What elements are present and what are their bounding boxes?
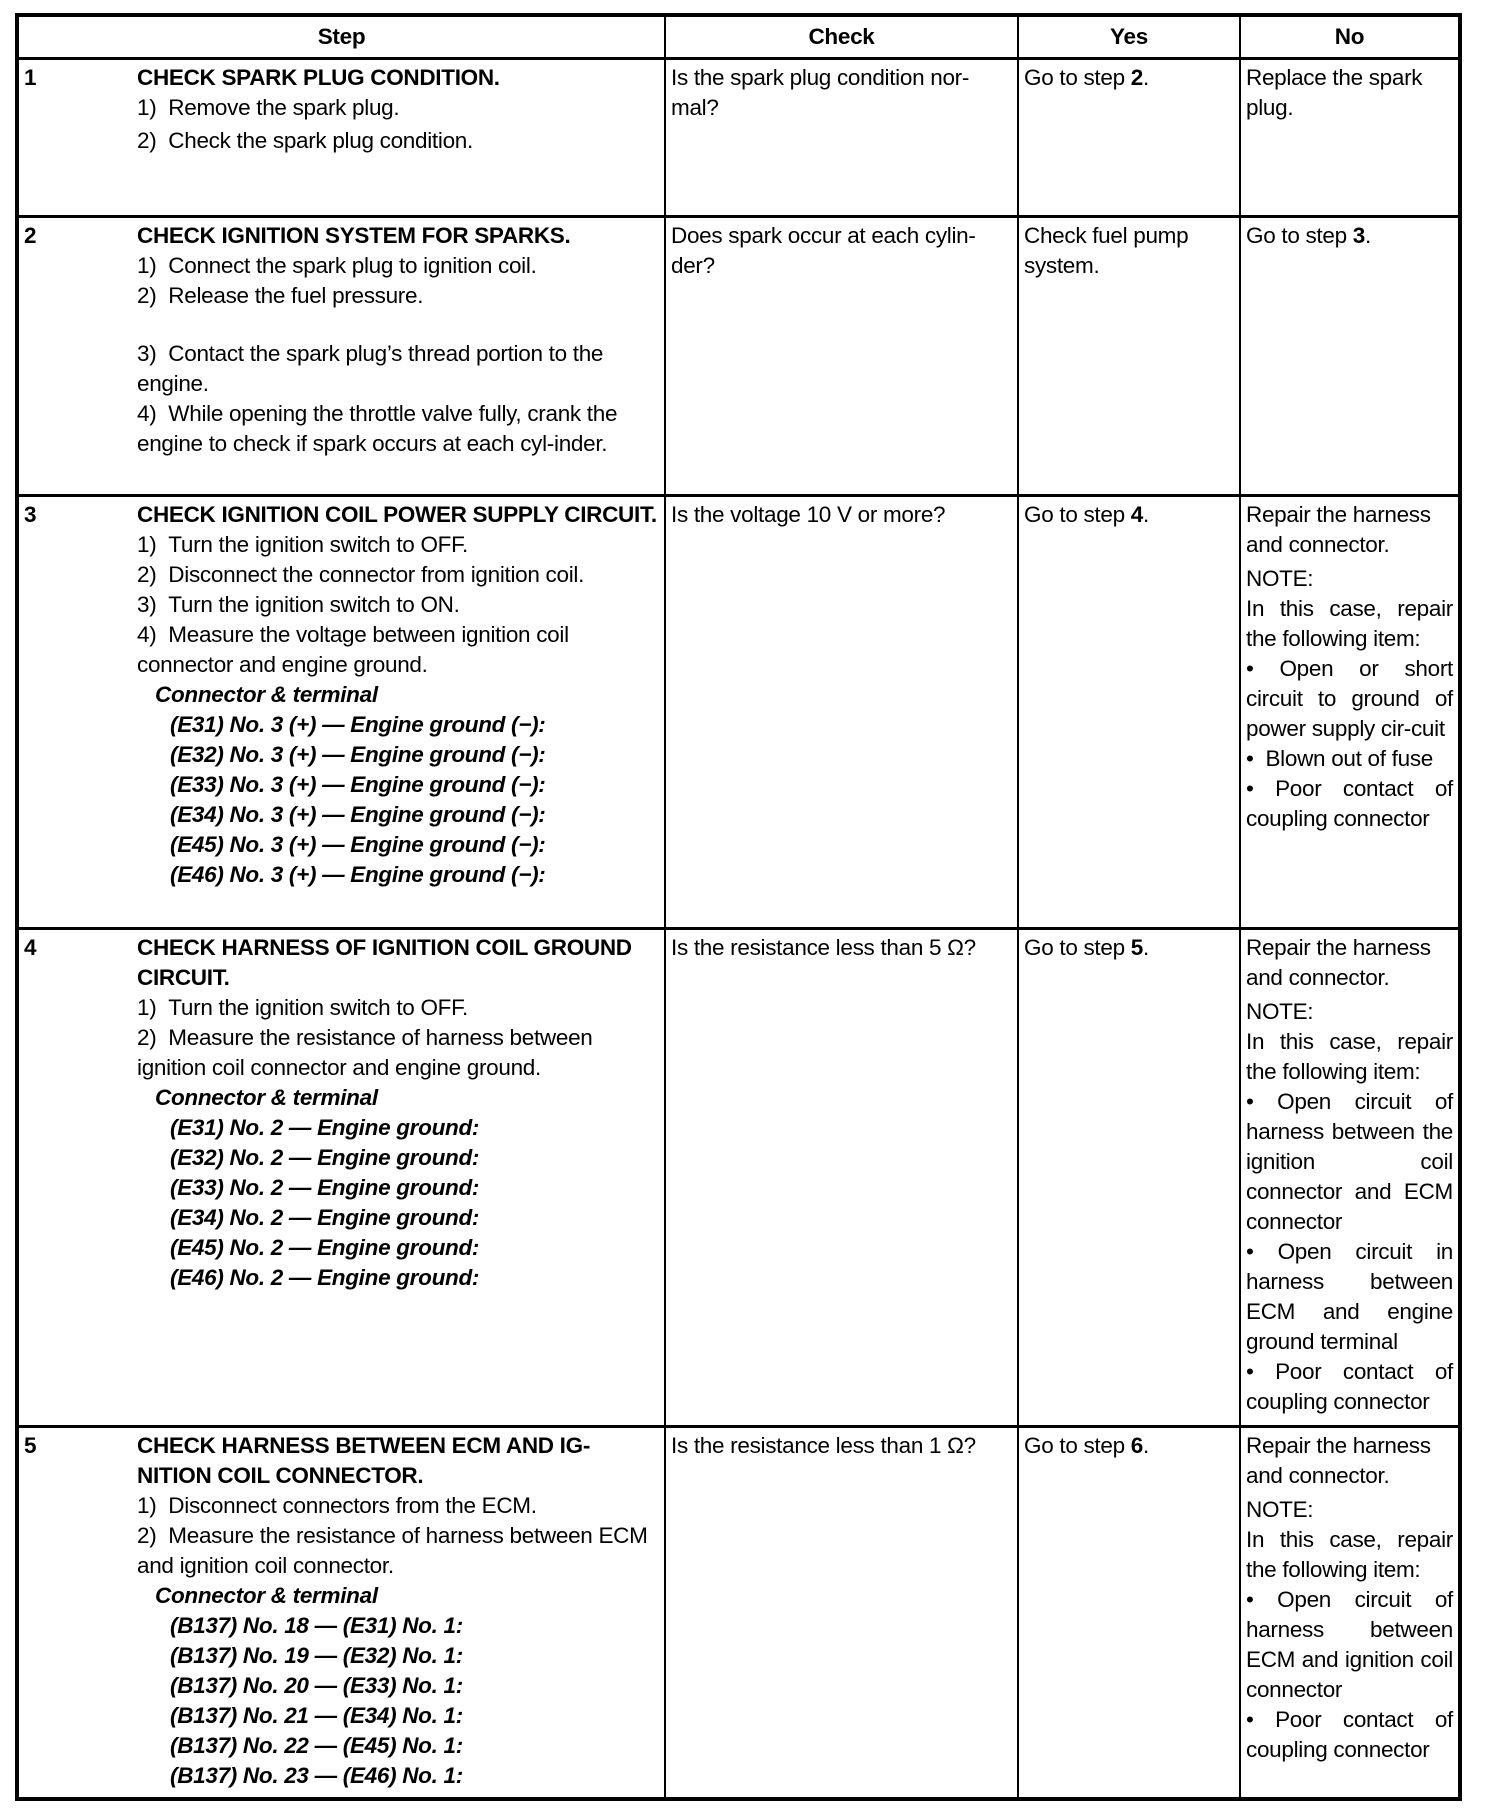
connector-terminal-item: (E32) No. 2 — Engine ground: (170, 1145, 480, 1170)
connector-terminal-item: (B137) No. 20 — (E33) No. 1: (170, 1673, 463, 1698)
connector-terminal-item: (E31) No. 3 (+) — Engine ground (−): (170, 712, 546, 737)
no-suffix: . (1364, 223, 1371, 248)
connector-terminal-item: (E34) No. 2 — Engine ground: (170, 1205, 480, 1230)
yes-suffix: . (1142, 1433, 1149, 1458)
no-cell (1240, 59, 1460, 217)
column-header-no: No (1240, 15, 1460, 59)
column-header-check: Check (665, 15, 1018, 59)
substep: 2) Check the spark plug condition. (137, 128, 473, 153)
substep: 2) Measure the resistance of harness between ignition coil connector and engine ground. (137, 1025, 593, 1080)
yes-text: Check fuel pump system. (1024, 223, 1189, 278)
step-cell (17, 59, 665, 217)
step-title: CHECK HARNESS OF IGNITION COIL GROUND CIRCUIT. (137, 935, 632, 990)
connector-terminal-item: (B137) No. 23 — (E46) No. 1: (170, 1763, 463, 1788)
step-title: CHECK IGNITION SYSTEM FOR SPARKS. (137, 223, 571, 248)
no-text: Repair the harness and connector. (1246, 935, 1431, 990)
goto-step-link[interactable]: 6 (1130, 1433, 1143, 1458)
no-text: Repair the harness and connector. (1246, 1433, 1431, 1488)
substep: 1) Connect the spark plug to ignition coil. (137, 253, 537, 278)
no-cell (1240, 496, 1460, 929)
yes-cell (1018, 59, 1240, 217)
no-text: Go to step (1246, 223, 1353, 248)
step-cell (17, 929, 665, 1427)
column-header-step: Step (17, 15, 665, 59)
yes-suffix: . (1142, 935, 1149, 960)
substep: 1) Turn the ignition switch to OFF. (137, 995, 468, 1020)
substep: 1) Remove the spark plug. (137, 95, 400, 120)
connector-terminal-item: (E45) No. 3 (+) — Engine ground (−): (170, 832, 546, 857)
substep: 2) Release the fuel pressure. (137, 283, 424, 308)
connector-terminal-item: (E45) No. 2 — Engine ground: (170, 1235, 480, 1260)
note-label: NOTE: (1246, 1497, 1314, 1522)
yes-cell (1018, 1427, 1240, 1799)
step-title: CHECK HARNESS BETWEEN ECM AND IG-NITION COIL CONNECTOR. (137, 1433, 591, 1488)
connector-terminal-item: (E33) No. 3 (+) — Engine ground (−): (170, 772, 546, 797)
step-cell (17, 496, 665, 929)
yes-cell (1018, 929, 1240, 1427)
note-label: NOTE: (1246, 999, 1314, 1024)
note-bullet: • Open circuit of harness between ECM and ignition coil connector (1246, 1587, 1453, 1702)
step-number: 1 (24, 65, 37, 90)
connector-terminal-heading: Connector & terminal (155, 1583, 378, 1608)
no-cell (1240, 929, 1460, 1427)
substep: 1) Disconnect connectors from the ECM. (137, 1493, 537, 1518)
no-cell (1240, 1427, 1460, 1799)
column-header-yes: Yes (1018, 15, 1240, 59)
table-row (17, 929, 1460, 1427)
connector-terminal-item: (B137) No. 19 — (E32) No. 1: (170, 1643, 463, 1668)
substep: 3) Contact the spark plug’s thread portion to the engine. (137, 341, 604, 396)
check-cell: Is the resistance less than 5 Ω? (665, 929, 1018, 1427)
connector-terminal-item: (E32) No. 3 (+) — Engine ground (−): (170, 742, 546, 767)
note-text: In this case, repair the following item: (1246, 1029, 1453, 1084)
step-title: CHECK IGNITION COIL POWER SUPPLY CIRCUIT. (137, 502, 657, 527)
goto-step-link[interactable]: 5 (1130, 935, 1143, 960)
yes-text: Go to step (1024, 502, 1131, 527)
check-cell: Does spark occur at each cylin-der? (665, 217, 1018, 496)
yes-cell (1018, 496, 1240, 929)
check-cell: Is the voltage 10 V or more? (665, 496, 1018, 929)
note-bullet: • Open circuit of harness between the ignition coil connector and ECM connector (1246, 1089, 1453, 1234)
yes-suffix: . (1142, 65, 1149, 90)
step-cell (17, 1427, 665, 1799)
note-bullet: • Poor contact of coupling connector (1246, 776, 1453, 831)
substep: 1) Turn the ignition switch to OFF. (137, 532, 468, 557)
yes-cell (1018, 217, 1240, 496)
step-number: 5 (24, 1433, 37, 1458)
substep: 4) While opening the throttle valve fully, crank the engine to check if spark occurs at each cyl-inder. (137, 401, 618, 456)
note-bullet: • Poor contact of coupling connector (1246, 1359, 1453, 1414)
check-cell: Is the spark plug condition nor-mal? (665, 59, 1018, 217)
connector-terminal-item: (B137) No. 18 — (E31) No. 1: (170, 1613, 463, 1638)
step-number: 3 (24, 502, 37, 527)
connector-terminal-heading: Connector & terminal (155, 682, 378, 707)
yes-text: Go to step (1024, 935, 1131, 960)
connector-terminal-item: (E31) No. 2 — Engine ground: (170, 1115, 480, 1140)
note-bullet: • Blown out of fuse (1246, 746, 1433, 771)
connector-terminal-item: (E46) No. 2 — Engine ground: (170, 1265, 480, 1290)
note-label: NOTE: (1246, 566, 1314, 591)
goto-step-link[interactable]: 3 (1352, 223, 1365, 248)
check-cell: Is the resistance less than 1 Ω? (665, 1427, 1018, 1799)
step-number: 4 (24, 935, 37, 960)
yes-text: Go to step (1024, 65, 1131, 90)
substep: 4) Measure the voltage between ignition coil connector and engine ground. (137, 622, 569, 677)
note-bullet: • Open or short circuit to ground of power supply cir-cuit (1246, 656, 1453, 741)
no-text: Repair the harness and connector. (1246, 502, 1431, 557)
table-row (17, 59, 1460, 217)
connector-terminal-heading: Connector & terminal (155, 1085, 378, 1110)
connector-terminal-item: (B137) No. 21 — (E34) No. 1: (170, 1703, 463, 1728)
connector-terminal-item: (E33) No. 2 — Engine ground: (170, 1175, 480, 1200)
substep: 2) Disconnect the connector from ignition coil. (137, 562, 585, 587)
yes-suffix: . (1142, 502, 1149, 527)
no-cell (1240, 217, 1460, 496)
goto-step-link[interactable]: 4 (1130, 502, 1143, 527)
step-cell (17, 217, 665, 496)
note-text: In this case, repair the following item: (1246, 1527, 1453, 1582)
table-header-row (17, 15, 1460, 59)
substep: 3) Turn the ignition switch to ON. (137, 592, 460, 617)
connector-terminal-item: (E34) No. 3 (+) — Engine ground (−): (170, 802, 546, 827)
table-row (17, 496, 1460, 929)
table-row (17, 217, 1460, 496)
step-number: 2 (24, 223, 37, 248)
no-text: Replace the spark plug. (1246, 65, 1423, 120)
note-text: In this case, repair the following item: (1246, 596, 1453, 651)
note-bullet: • Poor contact of coupling connector (1246, 1707, 1453, 1762)
note-bullet: • Open circuit in harness between ECM and engine ground terminal (1246, 1239, 1453, 1354)
table-row (17, 1427, 1460, 1799)
yes-text: Go to step (1024, 1433, 1131, 1458)
substep: 2) Measure the resistance of harness between ECM and ignition coil connector. (137, 1523, 648, 1578)
goto-step-link[interactable]: 2 (1130, 65, 1143, 90)
connector-terminal-item: (B137) No. 22 — (E45) No. 1: (170, 1733, 463, 1758)
diagnostic-procedure-table (15, 13, 1462, 1801)
step-title: CHECK SPARK PLUG CONDITION. (137, 65, 500, 90)
connector-terminal-item: (E46) No. 3 (+) — Engine ground (−): (170, 862, 546, 887)
